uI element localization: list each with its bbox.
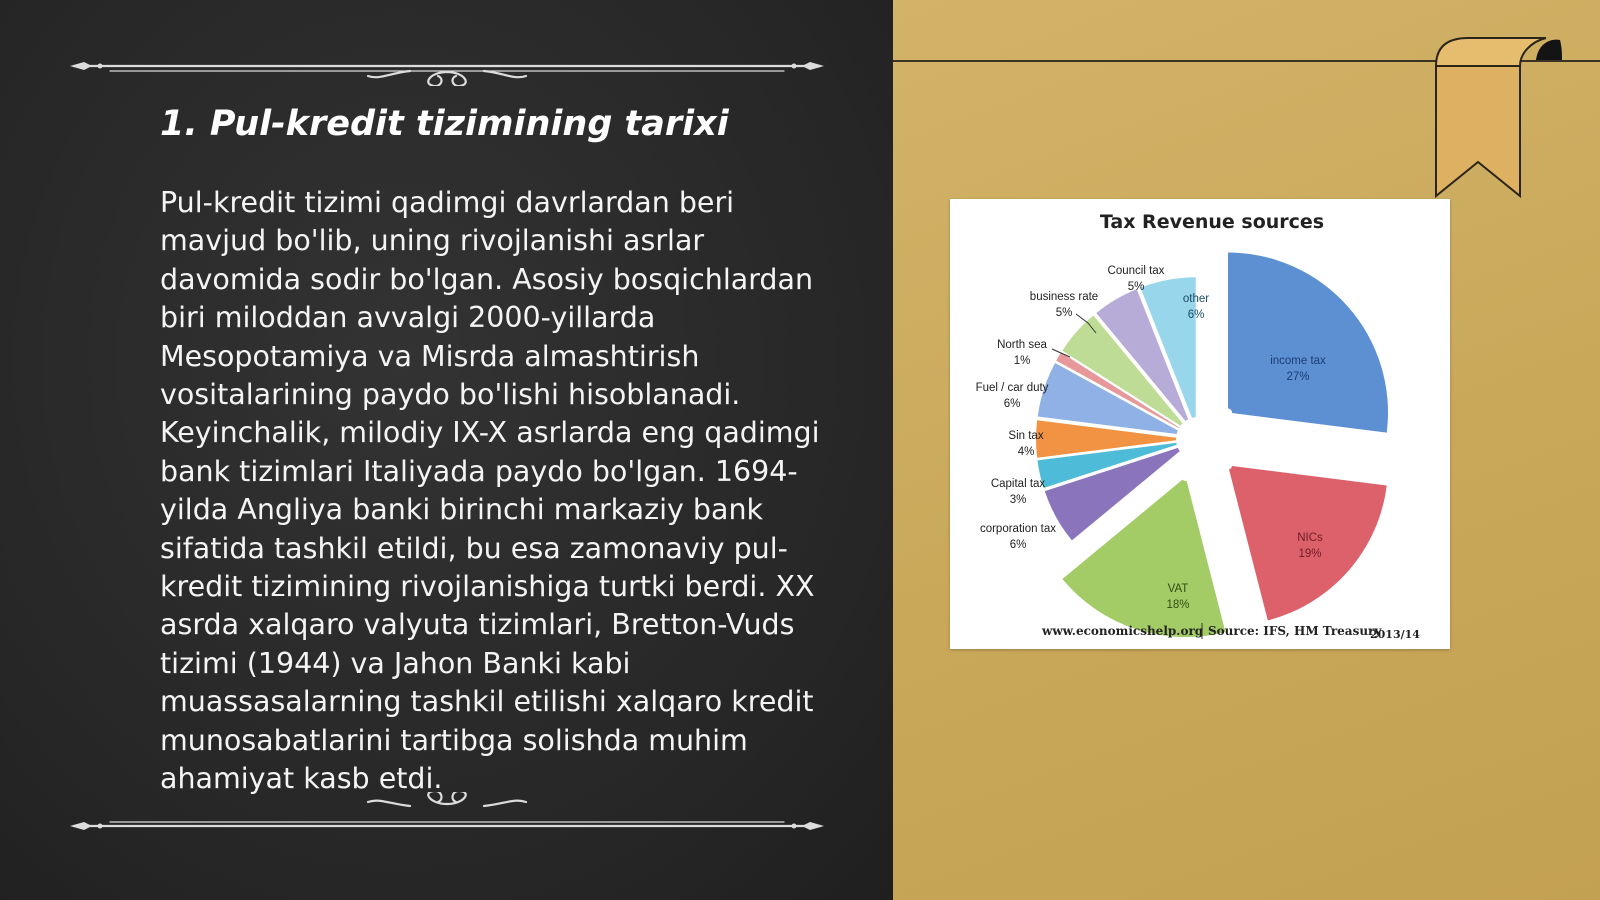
pie-slice-income-tax (1228, 253, 1388, 433)
slice-value-label: 5% (1127, 281, 1145, 293)
tax-revenue-chart (950, 199, 1450, 649)
slide-body-text: Pul-kredit tizimi qadimgi davrlardan beri mavjud bo'lib, uning rivojlanishi asrlar davomida sodir bo'lgan. Asosiy bosqichlardan biri miloddan avvalgi 2000-yillarda Mesopotamiya va Misrda almashtirish vositalarining paydo bo'lishi hisoblanadi. Keyinchalik, milodiy IX-X asrlarda eng qadimgi bank tizimlari Italiyada paydo bo'lgan. 1694-yilda Angliya banki birinchi markaziy bank sifatida tashkil etildi, bu esa zamonaviy pul-kredit tizimining rivojlanishiga turtki berdi. XX asrda xalqaro valyuta tizimlari, Bretton-Vuds tizimi (1944) va Jahon Banki kabi muassasalarning tashkil etilishi xalqaro kredit munosabatlarini tartibga solishda muhim ahamiyat kasb etdi. (160, 186, 820, 796)
slice-value-label: 6% (1003, 398, 1021, 410)
slice-label: Capital tax (990, 478, 1046, 490)
slice-label: VAT (1167, 583, 1189, 595)
slice-label: business rate (1029, 291, 1099, 303)
bottom-ornament-divider (70, 792, 824, 832)
slice-label: corporation tax (979, 523, 1057, 535)
slice-value-label: 5% (1055, 307, 1073, 319)
slice-value-label: 3% (1009, 494, 1027, 506)
slice-label: Sin tax (1008, 430, 1044, 442)
slice-label: income tax (1270, 355, 1326, 367)
chart-footer-site: www.economicshelp.org (1042, 624, 1204, 638)
slice-value-label: 18% (1166, 599, 1190, 611)
chart-footer-source: Source: IFS, HM Treasury (1208, 624, 1382, 638)
slice-label: NICs (1297, 532, 1323, 544)
slice-value-label: 6% (1009, 539, 1027, 551)
pie-chart (950, 199, 1450, 649)
slice-label: Fuel / car duty (975, 382, 1049, 394)
bookmark-ribbon-icon (1434, 36, 1564, 200)
chart-title: Tax Revenue sources (1099, 211, 1325, 233)
slice-value-label: 1% (1013, 355, 1031, 367)
slice-value-label: 6% (1187, 309, 1205, 321)
slice-label: Council tax (1107, 265, 1165, 277)
slice-value-label: 4% (1017, 446, 1035, 458)
slice-label: North sea (997, 339, 1047, 351)
chart-footer-year: 2013/14 (1370, 628, 1420, 641)
slice-label: other (1182, 293, 1210, 305)
slice-value-label: 27% (1286, 371, 1310, 383)
slice-value-label: 19% (1298, 548, 1322, 560)
top-ornament-divider (70, 46, 824, 86)
slide-title: 1. Pul-kredit tizimining tarixi (160, 104, 729, 144)
